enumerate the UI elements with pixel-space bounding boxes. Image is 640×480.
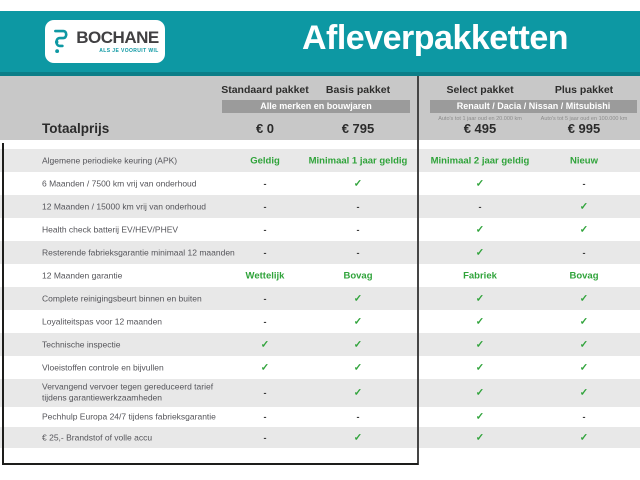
- table-row: [0, 407, 640, 427]
- table-row: [0, 379, 640, 407]
- total-price-label: Totaalprijs: [42, 121, 110, 136]
- banner-alle-merken: Alle merken en bouwjaren: [222, 100, 410, 113]
- row-label: € 25,- Brandstof of volle accu: [42, 431, 153, 442]
- check-icon: ✓: [579, 293, 589, 304]
- check-icon: ✓: [475, 411, 485, 423]
- table-row: [0, 287, 640, 310]
- row-label: Health check batterij EV/HEV/PHEV: [42, 223, 179, 234]
- check-icon: ✓: [579, 201, 589, 212]
- top-white-strip: [0, 0, 640, 11]
- column-divider-line: [417, 76, 419, 465]
- dash-mark: -: [356, 412, 360, 422]
- dash-mark: -: [263, 432, 267, 443]
- dash-mark: -: [582, 412, 586, 422]
- check-icon: ✓: [353, 293, 363, 304]
- dash-mark: -: [263, 293, 267, 304]
- price-standaard: € 0: [255, 121, 275, 136]
- check-icon: ✓: [353, 387, 363, 399]
- row-label: Resterende fabrieksgarantie minimaal 12 maanden: [42, 246, 235, 257]
- check-icon: ✓: [475, 293, 485, 304]
- header-bar: [0, 11, 640, 76]
- value-text: Bovag: [569, 270, 599, 281]
- check-icon: ✓: [579, 316, 589, 327]
- value-text: Nieuw: [570, 155, 598, 166]
- price-plus: € 995: [567, 121, 601, 136]
- check-icon: ✓: [579, 224, 589, 235]
- table-row: [0, 172, 640, 195]
- table-row: [0, 195, 640, 218]
- dash-mark: -: [263, 224, 267, 235]
- select-pakket-subtitle: Auto's tot 1 jaar oud en 20.000 km: [438, 116, 522, 122]
- table-row: [0, 264, 640, 287]
- table-row: [0, 218, 640, 241]
- table-row: [0, 333, 640, 356]
- row-label: 12 Maanden / 15000 km vrij van onderhoud: [42, 200, 206, 211]
- table-row: [0, 427, 640, 448]
- value-text: Geldig: [250, 155, 280, 166]
- dash-mark: -: [263, 247, 267, 258]
- check-icon: ✓: [353, 178, 363, 189]
- check-icon: ✓: [475, 178, 485, 189]
- check-icon: ✓: [579, 432, 589, 443]
- dash-mark: -: [356, 201, 360, 212]
- dash-mark: -: [263, 316, 267, 327]
- value-text: Minimaal 1 jaar geldig: [308, 155, 408, 166]
- row-label: 6 Maanden / 7500 km vrij van onderhoud: [42, 177, 197, 188]
- value-text: Wettelijk: [245, 270, 285, 281]
- check-icon: ✓: [579, 362, 589, 373]
- row-label: Vloeistoffen controle en bijvullen: [42, 361, 164, 372]
- check-icon: ✓: [260, 362, 270, 373]
- dash-mark: -: [263, 412, 267, 422]
- logo-text-wrap: [76, 29, 158, 54]
- row-label: Technische inspectie: [42, 338, 121, 349]
- row-label: Pechhulp Europa 24/7 tijdens fabrieksgarantie: [42, 411, 216, 422]
- dash-mark: -: [356, 224, 360, 235]
- check-icon: ✓: [353, 432, 363, 443]
- check-icon: ✓: [475, 339, 485, 350]
- table-row: [0, 356, 640, 379]
- column-header-basis-pakket: Basis pakket: [325, 84, 391, 96]
- check-icon: ✓: [475, 362, 485, 373]
- table-row: [0, 149, 640, 172]
- bochane-logo-icon: [51, 28, 72, 55]
- table-row: [0, 241, 640, 264]
- table-body: [0, 149, 640, 448]
- value-text: Bovag: [343, 270, 373, 281]
- price-select: € 495: [463, 121, 497, 136]
- logo-tagline: ALS JE VOORUIT WIL: [99, 48, 159, 54]
- check-icon: ✓: [475, 316, 485, 327]
- value-text: Fabriek: [463, 270, 497, 281]
- page-title: Afleverpakketten: [301, 19, 568, 57]
- check-icon: ✓: [475, 432, 485, 443]
- check-icon: ✓: [353, 316, 363, 327]
- dash-mark: -: [582, 247, 586, 258]
- check-icon: ✓: [579, 339, 589, 350]
- check-icon: ✓: [475, 387, 485, 399]
- row-label: Vervangend vervoer tegen gereduceerd tarief tijdens garantiewerkzaamheden: [42, 381, 214, 403]
- value-text: Minimaal 2 jaar geldig: [430, 155, 530, 166]
- dash-mark: -: [263, 388, 267, 398]
- dash-mark: -: [478, 201, 482, 212]
- dash-mark: -: [356, 247, 360, 258]
- column-header-plus-pakket: Plus pakket: [554, 84, 614, 96]
- price-basis: € 795: [341, 121, 375, 136]
- left-border-line: [2, 143, 4, 465]
- dash-mark: -: [263, 201, 267, 212]
- column-header-standaard-pakket: Standaard pakket: [221, 84, 309, 96]
- row-label: Complete reinigingsbeurt binnen en buiten: [42, 292, 202, 303]
- check-icon: ✓: [579, 387, 589, 399]
- bottom-border-line: [2, 463, 418, 465]
- column-header-select-pakket: Select pakket: [446, 84, 514, 96]
- check-icon: ✓: [475, 247, 485, 258]
- row-label: Loyaliteitspas voor 12 maanden: [42, 315, 163, 326]
- table-row: [0, 310, 640, 333]
- check-icon: ✓: [353, 339, 363, 350]
- plus-pakket-subtitle: Auto's tot 5 jaar oud en 100.000 km: [540, 116, 628, 122]
- dash-mark: -: [582, 178, 586, 189]
- check-icon: ✓: [260, 339, 270, 350]
- check-icon: ✓: [475, 224, 485, 235]
- logo-text: BOCHANE: [76, 28, 159, 47]
- check-icon: ✓: [353, 362, 363, 373]
- row-label: 12 Maanden garantie: [42, 269, 123, 280]
- table-header-band: [0, 76, 640, 140]
- row-label: Algemene periodieke keuring (APK): [42, 154, 178, 165]
- bochane-logo: [45, 20, 165, 63]
- dash-mark: -: [263, 178, 267, 189]
- banner-renault-dacia-nissan-mitsubishi: Renault / Dacia / Nissan / Mitsubishi: [430, 100, 637, 113]
